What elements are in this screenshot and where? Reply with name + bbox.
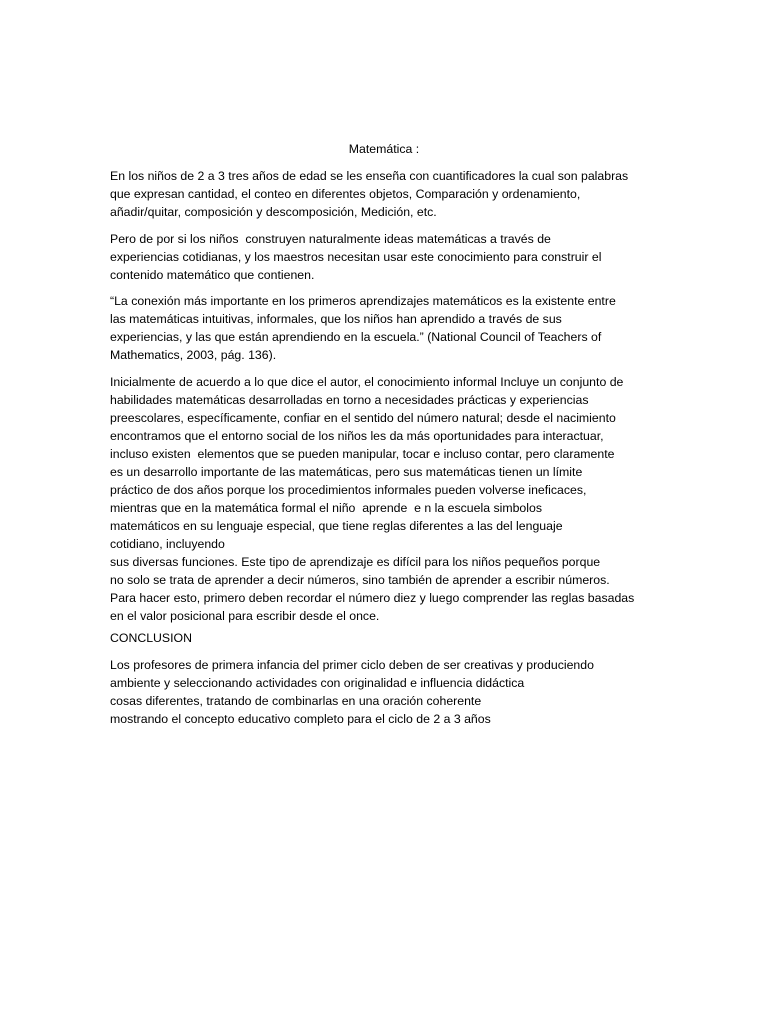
text-line: experiencias, y las que están aprendiendo en la escuela.” (National Council of Teachers of: [110, 330, 602, 344]
paragraph-quote: [110, 292, 670, 364]
text-line: añadir/quitar, composición y descomposición, Medición, etc.: [110, 205, 437, 219]
document-title: Matemática :: [348, 142, 420, 156]
text-line: mostrando el concepto educativo completo para el ciclo de 2 a 3 años: [110, 712, 491, 726]
text-line: preescolares, específicamente, confiar en el sentido del número natural; desde el nacimiento: [110, 411, 616, 425]
text-line: no solo se trata de aprender a decir números, sino también de aprender a escribir números.: [110, 573, 610, 587]
text-line: las matemáticas intuitivas, informales, que los niños han aprendido a través de sus: [110, 312, 562, 326]
text-line: Inicialmente de acuerdo a lo que dice el autor, el conocimiento informal Incluye un conjunto de: [110, 375, 624, 389]
text-line: mientras que en la matemática formal el niño aprende e n la escuela simbolos: [110, 501, 542, 515]
paragraph-intro: [110, 167, 670, 221]
text-line: contenido matemático que contienen.: [110, 268, 315, 282]
text-line: en el valor posicional para escribir desde el once.: [110, 609, 380, 623]
text-line: ambiente y seleccionando actividades con originalidad e influencia didáctica: [110, 676, 525, 690]
paragraph-natural-ideas: [110, 230, 670, 284]
text-line: Pero de por si los niños construyen naturalmente ideas matemáticas a través de: [110, 232, 551, 246]
text-line: cosas diferentes, tratando de combinarlas en una oración coherente: [110, 694, 482, 708]
text-line: Para hacer esto, primero deben recordar el número diez y luego comprender las reglas basadas: [110, 591, 635, 605]
text-line: Los profesores de primera infancia del primer ciclo deben de ser creativas y produciendo: [110, 658, 594, 672]
text-line: matemáticos en su lenguaje especial, que tiene reglas diferentes a las del lenguaje: [110, 519, 563, 533]
text-line: encontramos que el entorno social de los niños les da más oportunidades para interactuar,: [110, 429, 604, 443]
text-line: Mathematics, 2003, pág. 136).: [110, 348, 277, 362]
section-heading: CONCLUSION: [110, 631, 192, 645]
text-line: que expresan cantidad, el conteo en diferentes objetos, Comparación y ordenamiento,: [110, 187, 581, 201]
paragraph-informal-knowledge: [110, 373, 670, 625]
text-line: experiencias cotidianas, y los maestros necesitan usar este conocimiento para construir el: [110, 250, 602, 264]
text-line: cotidiano, incluyendo: [110, 537, 225, 551]
text-line: práctico de dos años porque los procedimientos informales pueden volverse ineficaces,: [110, 483, 587, 497]
text-line: es un desarrollo importante de las matemáticas, pero sus matemáticas tienen un límite: [110, 465, 583, 479]
text-line: “La conexión más importante en los primeros aprendizajes matemáticos es la existente entre: [110, 294, 616, 308]
text-line: incluso existen elementos que se pueden manipular, tocar e incluso contar, pero claramente: [110, 447, 615, 461]
text-line: En los niños de 2 a 3 tres años de edad se les enseña con cuantificadores la cual son palabras: [110, 169, 629, 183]
paragraph-conclusion: [110, 656, 670, 728]
text-line: habilidades matemáticas desarrolladas en torno a necesidades prácticas y experiencias: [110, 393, 589, 407]
text-line: sus diversas funciones. Este tipo de aprendizaje es difícil para los niños pequeños porque: [110, 555, 601, 569]
conclusion-heading: [110, 629, 670, 647]
